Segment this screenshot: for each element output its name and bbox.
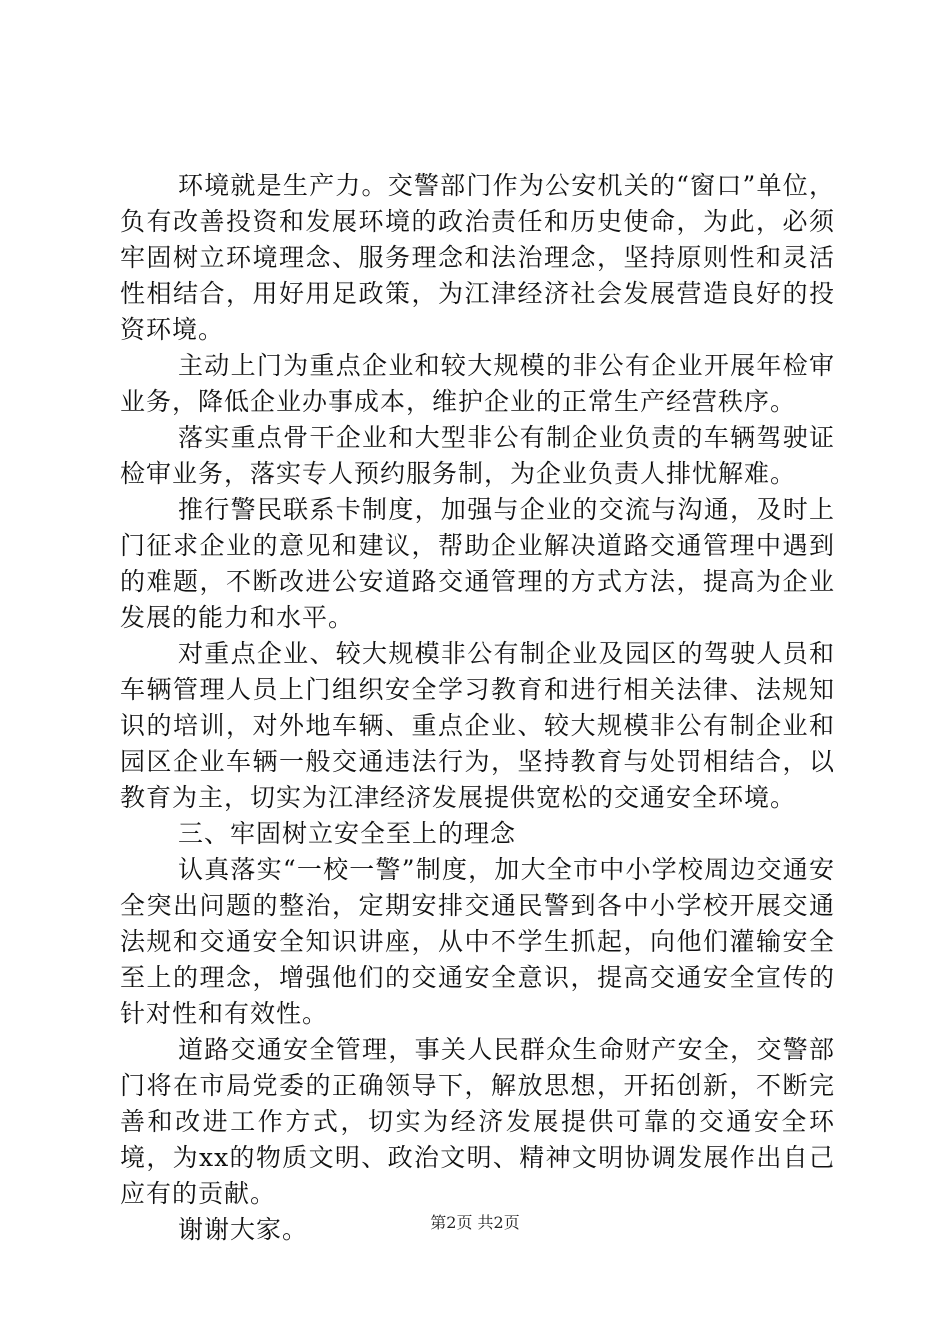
paragraph-conclusion: 道路交通安全管理，事关人民群众生命财产安全，交警部门将在市局党委的正确领导下，解放思想，开拓创新，不断完善和改进工作方式，切实为经济发展提供可靠的交通安全环境，为xx的物质文明、政治文明、精神文明协调发展作出自己应有的贡献。 (120, 1035, 835, 1208)
paragraph-safety-training: 对重点企业、较大规模非公有制企业及园区的驾驶人员和车辆管理人员上门组织安全学习教育和进行相关法律、法规知识的培训，对外地车辆、重点企业、较大规模非公有制企业和园区企业车辆一般交通违法行为，坚持教育与处罚相结合，以教育为主，切实为江津经济发展提供宽松的交通安全环境。 (120, 639, 835, 812)
paragraph-license-review: 落实重点骨干企业和大型非公有制企业负责的车辆驾驶证检审业务，落实专人预约服务制，为企业负责人排忧解难。 (120, 423, 835, 488)
paragraph-thanks: 谢谢大家。 (178, 1215, 309, 1244)
paragraph-environment: 环境就是生产力。交警部门作为公安机关的“窗口”单位，负有改善投资和发展环境的政治责任和历史使命，为此，必须牢固树立环境理念、服务理念和法治理念，坚持原则性和灵活性相结合，用好用足政策，为江津经济社会发展营造良好的投资环境。 (120, 171, 835, 344)
page-number-footer: 第2页 共2页 (430, 1213, 520, 1232)
paragraph-annual-inspection: 主动上门为重点企业和较大规模的非公有企业开展年检审业务，降低企业办事成本，维护企业的正常生产经营秩序。 (120, 351, 835, 416)
paragraph-contact-card: 推行警民联系卡制度，加强与企业的交流与沟通，及时上门征求企业的意见和建议，帮助企业解决道路交通管理中遇到的难题，不断改进公安道路交通管理的方式方法，提高为企业发展的能力和水平。 (120, 495, 835, 632)
paragraph-school-police: 认真落实“一校一警”制度，加大全市中小学校周边交通安全突出问题的整治，定期安排交通民警到各中小学校开展交通法规和交通安全知识讲座，从中不学生抓起，向他们灌输安全至上的理念，增强他们的交通安全意识，提高交通安全宣传的针对性和有效性。 (120, 855, 835, 1028)
section-heading-safety: 三、牢固树立安全至上的理念 (178, 819, 517, 848)
document-body (120, 168, 835, 1248)
